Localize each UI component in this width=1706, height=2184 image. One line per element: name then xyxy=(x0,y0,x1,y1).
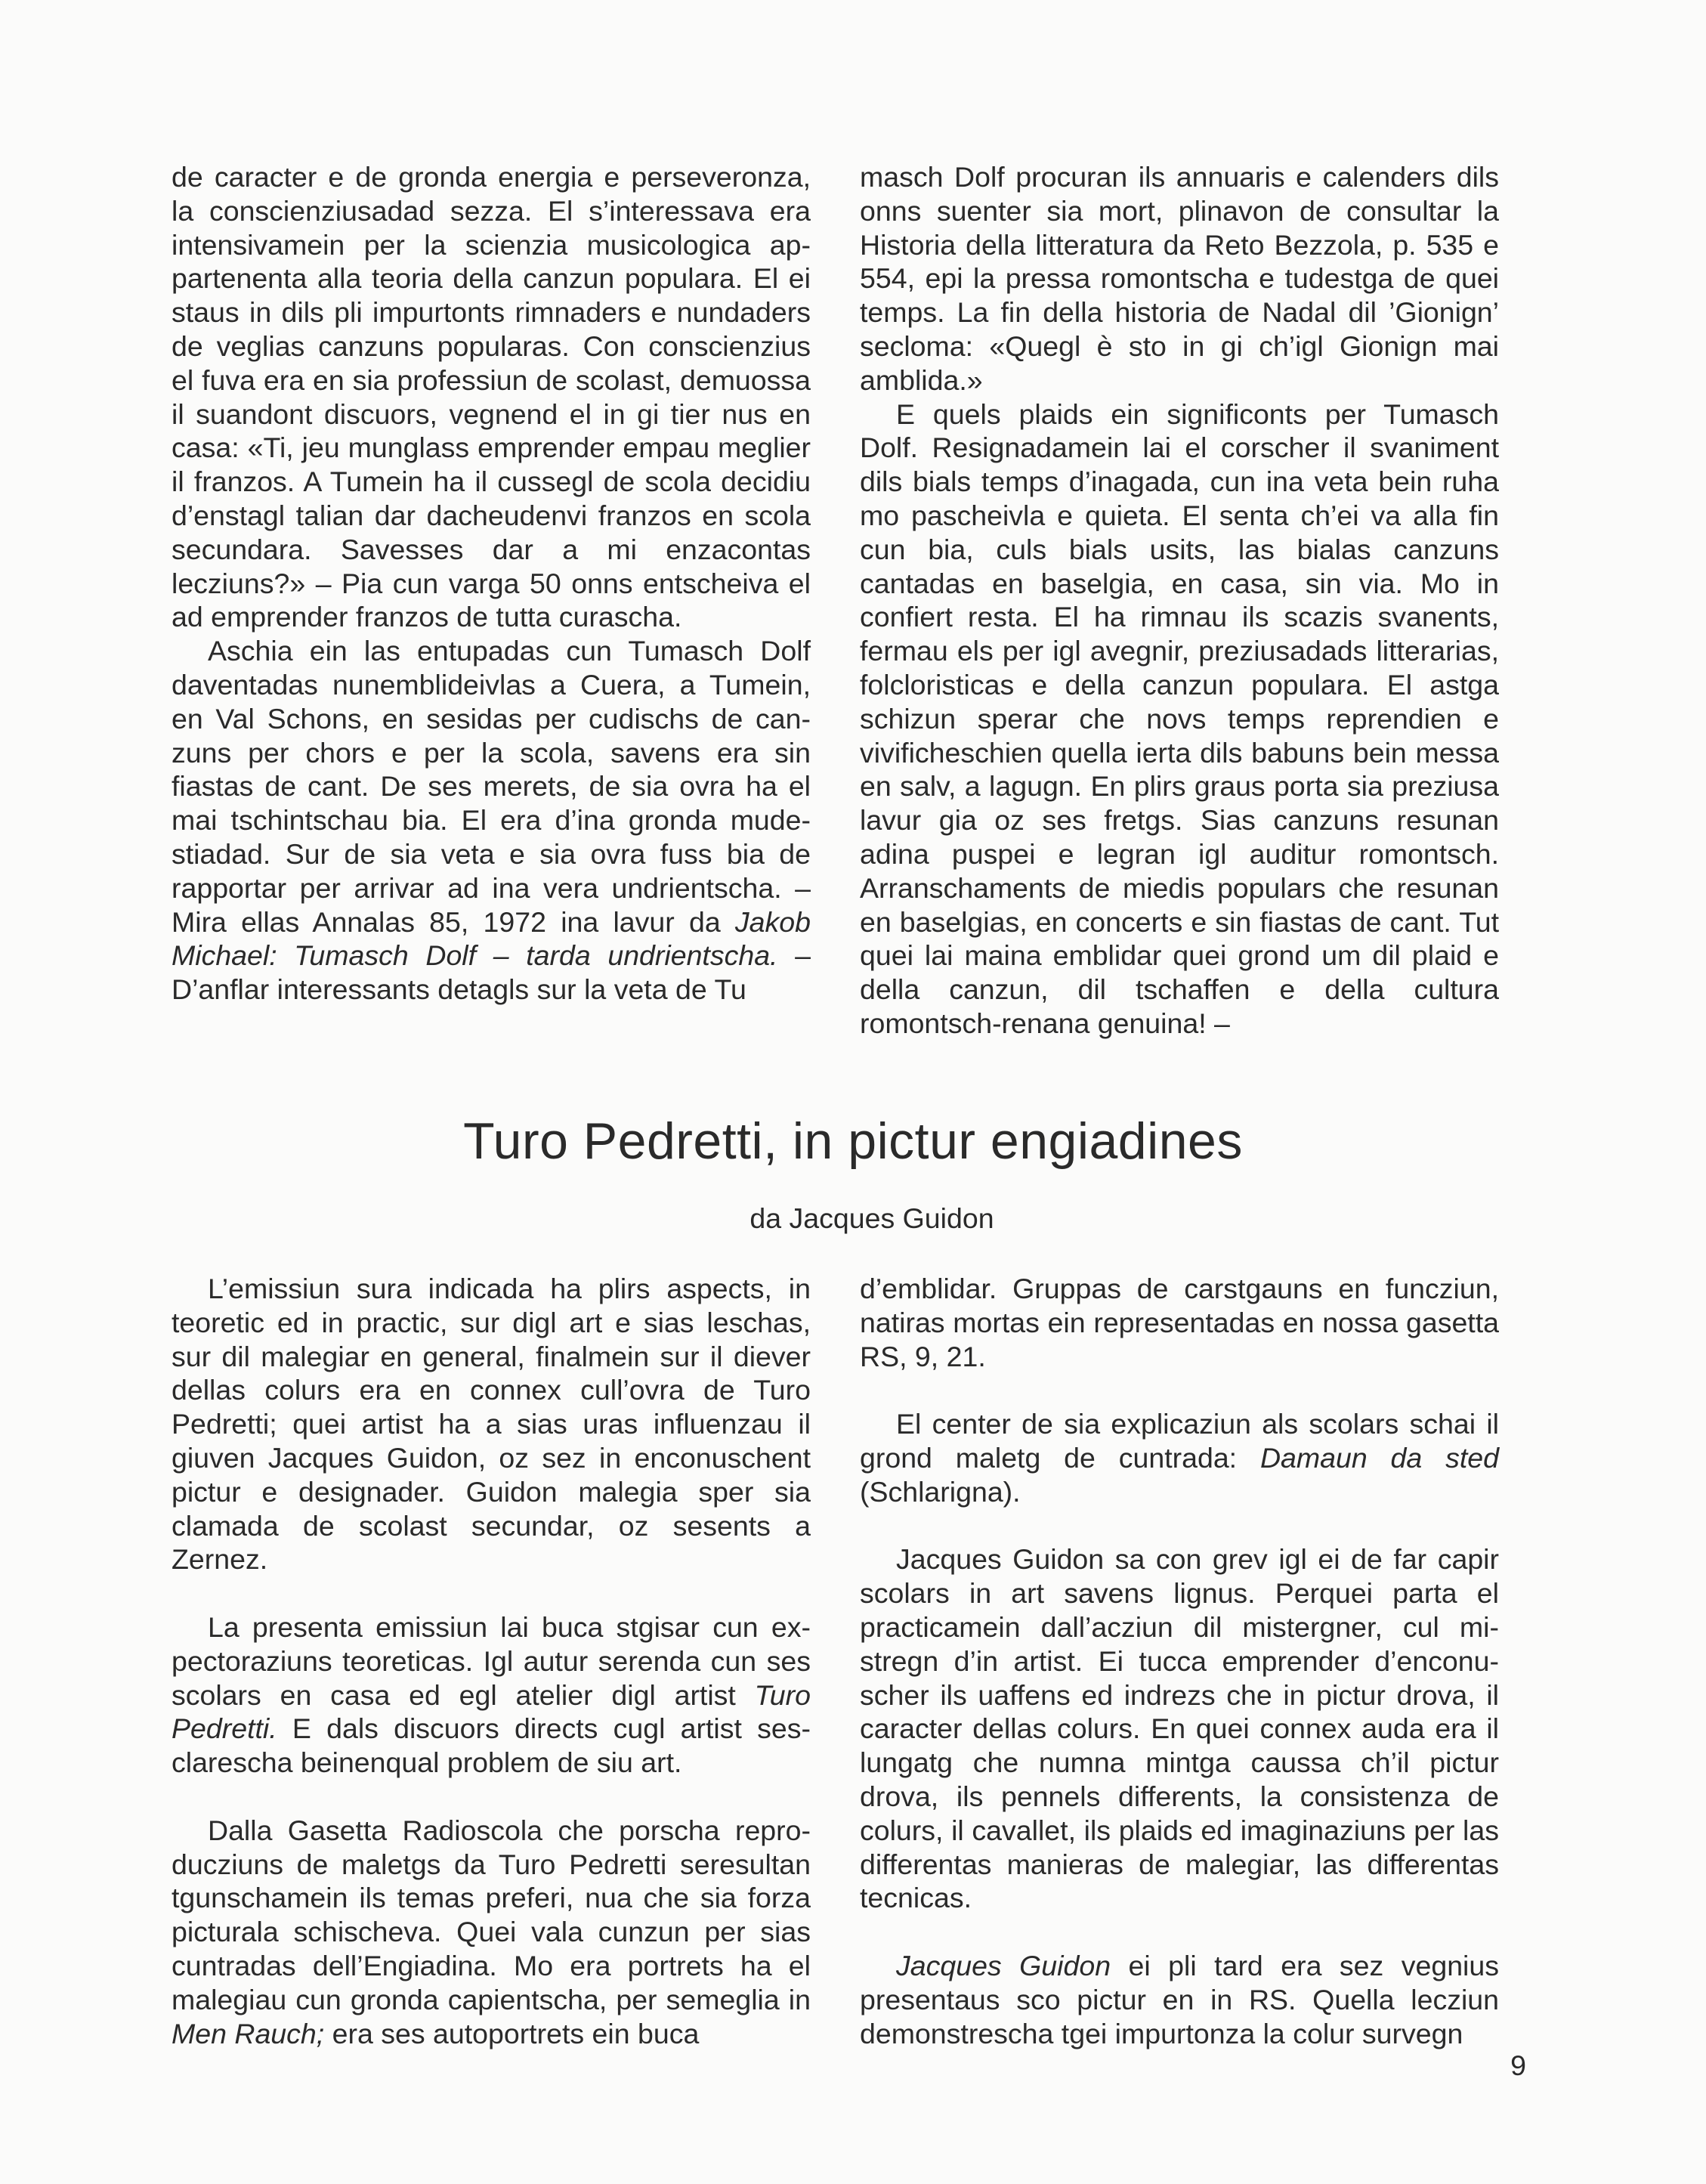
paragraph: d’emblidar. Gruppas de carstgauns en funcziun, natiras mortas ein representadas en nossa gasetta RS, 9, 21. xyxy=(860,1273,1499,1372)
paragraph: Jacques Guidon sa con grev igl ei de far capir scolars in art savens lignus. Perquei parta el practicamein dall’acziun dil mistergner, cul mistregn d’in artist. Ei tucca emprender d’enconuscher ils uaffens ed indrezs che in pictur drova, il caracter dellas colurs. En quei connex auda era il lungatg che numna mintga caussa ch’il pictur drova, ils pennels differents, la consistenza de colurs, il cavallet, ils plaids ed imaginaziuns per las differentas manieras de malegiar, las differentas tecnicas. xyxy=(860,1543,1499,1914)
text-run: ei pli tard era sez vegnius presentaus sco pictur en in RS. Quella lecziun demonstrescha tgei impurtonza la colur survegn xyxy=(860,1949,1499,2049)
column-bottom-right xyxy=(860,1272,1499,2050)
article-byline: da Jacques Guidon xyxy=(749,1202,994,1234)
article-title: Turo Pedretti, in pictur engiadines xyxy=(463,1112,1243,1170)
italic-name: Turo Pedretti. xyxy=(172,1678,811,1745)
page-number: 9 xyxy=(1510,2049,1526,2081)
paragraph xyxy=(172,1814,811,2051)
column-top-right xyxy=(860,160,1499,1041)
paragraph xyxy=(172,1610,811,1780)
text-run: (Schlarigna). xyxy=(860,1475,1021,1508)
paragraph xyxy=(172,634,811,1007)
text-run: Dalla Gasetta Radioscola che porscha reproducziuns de maletgs da Turo Pedretti seresultan tgunschamein ils temas preferi, nua che sia forza picturala schischeva. Quei vala cunzun per sias cuntradas dell’Engiadina. Mo era portrets ha el malegiau cun gronda capientscha, per semeglia in xyxy=(172,1814,811,2015)
text-run: La presenta emissiun lai buca stgisar cun expectoraziuns teoreticas. Igl autur serenda cun ses scolars en casa ed egl atelier digl artist xyxy=(172,1610,811,1711)
text-run: E dals discuors directs cugl artist sesclarescha beinenqual problem de siu art. xyxy=(172,1712,811,1779)
paragraph: de caracter e de gronda energia e perseveronza, la conscienziusadad sezza. El s’interessava era intensivamein per la scienzia musicologica appartenenta alla teoria della canzun populara. El ei staus in dils pli impurtonts rimnaders e nundaders de veglias canzuns popularas. Con conscienzius el fuva era en sia professiun de scolast, demuossa il suandont discuors, vegnend el in gi tier nus en casa: «Ti, jeu munglass emprender empau meglier il franzos. A Tumein ha il cussegl de scola decidiu d’enstagl talian dar dacheudenvi franzos en scola secundara. Savesses dar a mi enzacontas lecziuns?» – Pia cun varga 50 onns entscheiva el ad emprender franzos de tutta curascha. xyxy=(172,161,811,633)
column-top-left xyxy=(172,160,811,1007)
paragraph: E quels plaids ein significonts per Tumasch Dolf. Resignadamein lai el corscher il svaniment dils bials temps d’inagada, cun ina veta bein ruha mo pascheivla e quieta. El senta ch’ei va alla fin cun bia, culs bials usits, las bialas canzuns cantadas en baselgia, en casa, sin via. Mo in confiert resta. El ha rimnau ils scazis svanents, fermau els per igl avegnir, preziusadads litterarias, folcloristicas e della canzun populara. El astga schizun sperar che novs temps reprendien e vivificheschien quella ierta dils babuns bein messa en salv, a lagugn. En plirs graus porta sia preziusa lavur gia oz ses fretgs. Sias canzuns resunan adina puspei e legran igl auditur romontsch. Arranschaments de miedis populars che resunan en baselgias, en concerts e sin fiastas de cant. Tut quei lai maina emblidar quei grond um dil plaid e della canzun, dil tschaffen e della cultura romontsch-renana genuina! – xyxy=(860,398,1499,1039)
text-run: El center de sia explicaziun als scolars schai il grond maletg de cuntrada: xyxy=(860,1408,1499,1474)
paragraph xyxy=(860,1407,1499,1508)
italic-name: Men Rauch; xyxy=(172,2017,325,2049)
italic-name: Jacques Guidon xyxy=(896,1949,1111,1981)
paragraph xyxy=(860,1949,1499,2050)
paragraph: L’emissiun sura indicada ha plirs aspects, in teoretic ed in practic, sur digl art e sias leschas, sur dil malegiar en general, finalmein sur il diever dellas colurs era en connex cull’ovra de Turo Pedretti; quei artist ha a sias uras influenzau il giuven Jacques Guidon, oz sez in enconuschent pictur e designader. Guidon malegia sper sia clamada de scolast secundar, oz sesents a Zernez. xyxy=(172,1273,811,1576)
text-run: era ses autoportrets ein buca xyxy=(324,2017,700,2049)
italic-title: Damaun da sted xyxy=(1259,1441,1499,1474)
text-run: Aschia ein las entupadas cun Tumasch Dolf daventadas nunemblideivlas a Cuera, a Tumein, en Val Schons, en sesidas per cudischs de canzuns per chors e per la scola, savens era sin fiastas de cant. De ses merets, de sia ovra ha el mai tschintschau bia. El era d’ina gronda mudestiadad. Sur de sia veta e sia ovra fuss bia de rapportar per arrivar ad ina vera undrientscha. – Mira ellas Annalas 85, 1972 ina lavur da xyxy=(172,635,811,938)
text-run: – D’anflar interessants detagls sur la veta de Tu xyxy=(172,939,811,1006)
paragraph: masch Dolf procuran ils annuaris e calenders dils onns suenter sia mort, plinavon de consultar la Historia della litteratura da Reto Bezzola, p. 535 e 554, epi la pressa romontscha e tudestga de quei temps. La fin della historia de Nadal dil ’Gionign’ secloma: «Quegl è sto in gi ch’igl Gionign mai amblida.» xyxy=(860,161,1499,396)
italic-citation: Jakob Michael: Tumasch Dolf – tarda undrientscha. xyxy=(172,905,811,972)
column-bottom-left xyxy=(172,1272,811,2050)
